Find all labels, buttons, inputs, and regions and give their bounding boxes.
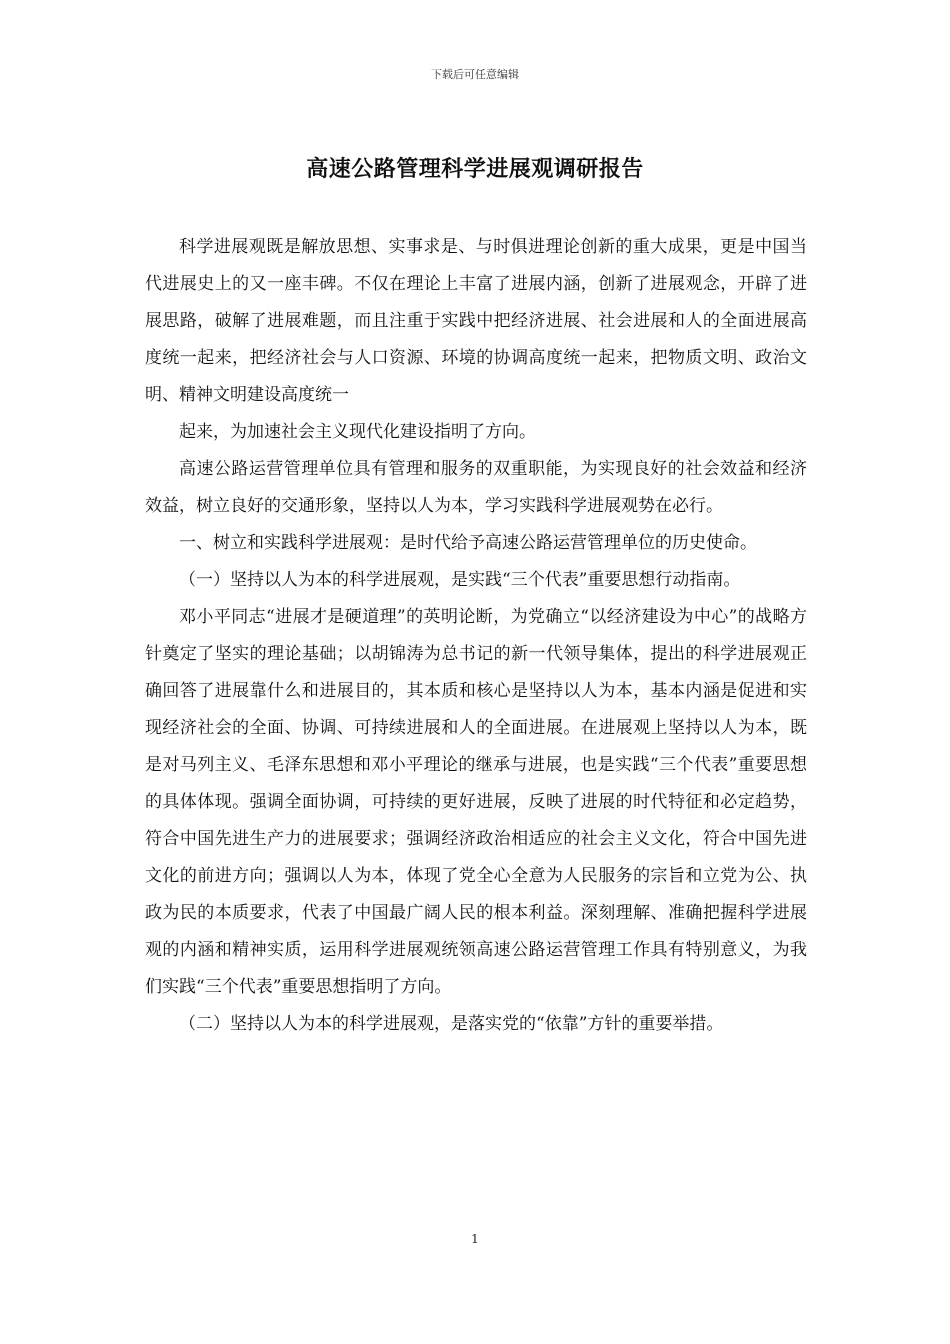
section-heading: 一、树立和实践科学进展观：是时代给予高速公路运营管理单位的历史使命。 (179, 533, 757, 553)
document-body (145, 229, 807, 1043)
paragraph: 高速公路运营管理单位具有管理和服务的双重职能，为实现良好的社会效益和经济效益，树立良好的交通形象，坚持以人为本，学习实践科学进展观势在必行。 (145, 459, 807, 516)
page-number: 1 (471, 1232, 479, 1246)
subsection-heading: （二）坚持以人为本的科学进展观，是落实党的“依靠”方针的重要举措。 (179, 1014, 724, 1034)
subsection-heading: （一）坚持以人为本的科学进展观，是实践“三个代表”重要思想行动指南。 (179, 570, 741, 590)
paragraph: 起来，为加速社会主义现代化建设指明了方向。 (179, 422, 536, 442)
paragraph: 邓小平同志“进展才是硬道理”的英明论断，为党确立“以经济建设为中心”的战略方针奠定了坚实的理论基础；以胡锦涛为总书记的新一代领导集体，提出的科学进展观正确回答了进展靠什么和进展目的，其本质和核心是坚持以人为本，基本内涵是促进和实现经济社会的全面、协调、可持续进展和人的全面进展。在进展观上坚持以人为本，既是对马列主义、毛泽东思想和邓小平理论的继承与进展，也是实践“三个代表”重要思想的具体体现。强调全面协调，可持续的更好进展，反映了进展的时代特征和必定趋势，符合中国先进生产力的进展要求；强调经济政治相适应的社会主义文化，符合中国先进文化的前进方向；强调以人为本，体现了党全心全意为人民服务的宗旨和立党为公、执政为民的本质要求，代表了中国最广阔人民的根本利益。深刻理解、准确把握科学进展观的内涵和精神实质，运用科学进展观统领高速公路运营管理工作具有特别意义，为我们实践“三个代表”重要思想指明了方向。 (145, 607, 807, 997)
header-note: 下载后可任意编辑 (431, 68, 519, 81)
paragraph: 科学进展观既是解放思想、实事求是、与时俱进理论创新的重大成果，更是中国当代进展史上的又一座丰碑。不仅在理论上丰富了进展内涵，创新了进展观念，开辟了进展思路，破解了进展难题，而且注重于实践中把经济进展、社会进展和人的全面进展高度统一起来，把经济社会与人口资源、环境的协调高度统一起来，把物质文明、政治文明、精神文明建设高度统一 (145, 237, 807, 405)
document-title: 高速公路管理科学进展观调研报告 (306, 157, 644, 182)
